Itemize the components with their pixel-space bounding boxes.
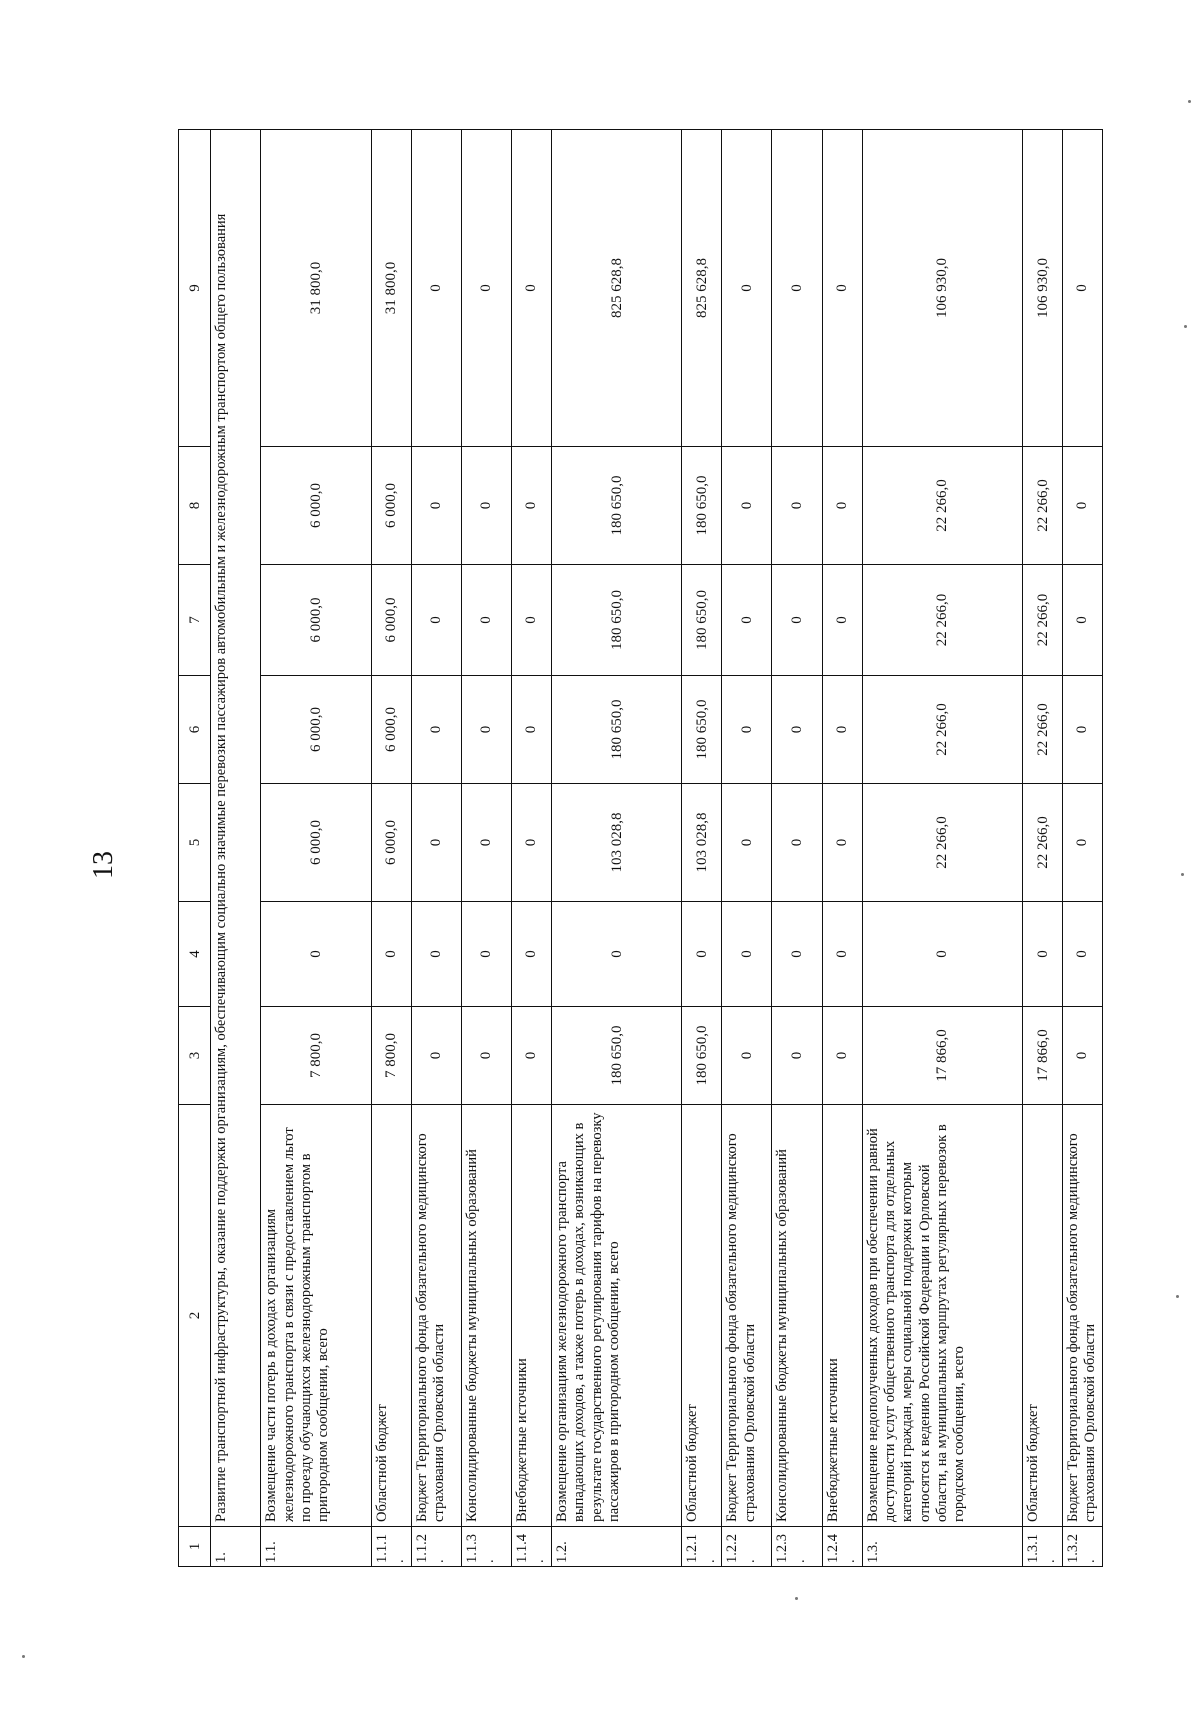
value-cell: 17 866,0 bbox=[1023, 1007, 1063, 1105]
value-cell: 0 bbox=[461, 447, 511, 565]
value-cell: 0 bbox=[1062, 565, 1102, 676]
value-cell: 0 bbox=[511, 447, 551, 565]
row-code: 1.2.1. bbox=[682, 1527, 722, 1567]
column-header: 2 bbox=[179, 1105, 211, 1527]
value-cell: 0 bbox=[772, 447, 822, 565]
value-cell: 22 266,0 bbox=[1023, 676, 1063, 784]
value-cell: 0 bbox=[772, 676, 822, 784]
value-cell: 825 628,8 bbox=[551, 130, 681, 447]
table-row bbox=[722, 130, 772, 1567]
row-name: Внебюджетные источники bbox=[822, 1105, 862, 1527]
value-cell: 22 266,0 bbox=[862, 784, 1023, 902]
value-cell: 0 bbox=[722, 565, 772, 676]
value-cell: 0 bbox=[411, 447, 461, 565]
value-cell: 6 000,0 bbox=[261, 676, 371, 784]
value-cell: 0 bbox=[1023, 902, 1063, 1007]
value-cell: 0 bbox=[411, 676, 461, 784]
value-cell: 0 bbox=[261, 902, 371, 1007]
row-code: 1.1.1. bbox=[371, 1527, 411, 1567]
table-row bbox=[1023, 130, 1063, 1567]
value-cell: 0 bbox=[682, 902, 722, 1007]
value-cell: 0 bbox=[822, 447, 862, 565]
page-number: 13 bbox=[88, 851, 119, 879]
value-cell: 0 bbox=[822, 1007, 862, 1105]
column-header: 7 bbox=[179, 565, 211, 676]
value-cell: 31 800,0 bbox=[371, 130, 411, 447]
value-cell: 0 bbox=[722, 447, 772, 565]
value-cell: 180 650,0 bbox=[682, 676, 722, 784]
budget-table bbox=[178, 129, 1103, 1567]
column-header: 5 bbox=[179, 784, 211, 902]
column-header: 9 bbox=[179, 130, 211, 447]
row-name: Внебюджетные источники bbox=[511, 1105, 551, 1527]
value-cell: 0 bbox=[722, 130, 772, 447]
value-cell: 22 266,0 bbox=[1023, 784, 1063, 902]
value-cell: 0 bbox=[822, 784, 862, 902]
value-cell: 31 800,0 bbox=[261, 130, 371, 447]
value-cell: 22 266,0 bbox=[1023, 447, 1063, 565]
value-cell: 6 000,0 bbox=[371, 565, 411, 676]
value-cell: 0 bbox=[1062, 784, 1102, 902]
value-cell: 0 bbox=[461, 565, 511, 676]
scan-speck bbox=[795, 1597, 798, 1600]
value-cell: 0 bbox=[722, 1007, 772, 1105]
row-code: 1.1.4. bbox=[511, 1527, 551, 1567]
value-cell: 106 930,0 bbox=[862, 130, 1023, 447]
value-cell: 0 bbox=[461, 1007, 511, 1105]
value-cell: 180 650,0 bbox=[551, 1007, 681, 1105]
value-cell: 6 000,0 bbox=[371, 784, 411, 902]
table-row bbox=[411, 130, 461, 1567]
scan-speck bbox=[1176, 1295, 1179, 1298]
value-cell: 0 bbox=[722, 784, 772, 902]
row-code: 1.3.1. bbox=[1023, 1527, 1063, 1567]
value-cell: 0 bbox=[722, 902, 772, 1007]
column-header: 3 bbox=[179, 1007, 211, 1105]
value-cell: 180 650,0 bbox=[682, 1007, 722, 1105]
row-name: Консолидированные бюджеты муниципальных образований bbox=[772, 1105, 822, 1527]
table-row bbox=[862, 130, 1023, 1567]
value-cell: 180 650,0 bbox=[551, 447, 681, 565]
section-code: 1. bbox=[211, 1527, 261, 1567]
value-cell: 0 bbox=[411, 130, 461, 447]
header-row bbox=[179, 130, 211, 1567]
row-name: Возмещение недополученных доходов при обеспечении равной доступности услуг общественного транспорта для отдельных категорий граждан, меры социальной поддержки которым относятся к ведению Российской Федерации и Орловской области, на муниципальных маршрутах регулярных перевозок в городском сообщении, всего bbox=[862, 1105, 1023, 1527]
column-header: 1 bbox=[179, 1527, 211, 1567]
table-row bbox=[461, 130, 511, 1567]
row-code: 1.1. bbox=[261, 1527, 371, 1567]
value-cell: 0 bbox=[772, 130, 822, 447]
value-cell: 0 bbox=[1062, 902, 1102, 1007]
value-cell: 0 bbox=[772, 1007, 822, 1105]
row-code: 1.1.3. bbox=[461, 1527, 511, 1567]
section-title: Развитие транспортной инфраструктуры, оказание поддержки организациям, обеспечивающим социально значимые перевозки пассажиров автомобильным и железнодорожным транспортом общего пользования bbox=[211, 130, 261, 1527]
row-name: Консолидированные бюджеты муниципальных образований bbox=[461, 1105, 511, 1527]
scan-speck bbox=[22, 1655, 25, 1658]
row-name: Бюджет Территориального фонда обязательного медицинского страхования Орловской области bbox=[411, 1105, 461, 1527]
row-code: 1.3. bbox=[862, 1527, 1023, 1567]
table-row bbox=[1062, 130, 1102, 1567]
scan-speck bbox=[1184, 325, 1187, 328]
value-cell: 0 bbox=[822, 902, 862, 1007]
value-cell: 0 bbox=[511, 1007, 551, 1105]
value-cell: 6 000,0 bbox=[261, 447, 371, 565]
value-cell: 0 bbox=[1062, 1007, 1102, 1105]
value-cell: 22 266,0 bbox=[862, 447, 1023, 565]
value-cell: 22 266,0 bbox=[862, 565, 1023, 676]
value-cell: 0 bbox=[461, 676, 511, 784]
row-name: Областной бюджет bbox=[682, 1105, 722, 1527]
value-cell: 0 bbox=[511, 676, 551, 784]
value-cell: 103 028,8 bbox=[682, 784, 722, 902]
rotated-table-wrapper bbox=[178, 130, 1103, 1567]
value-cell: 6 000,0 bbox=[371, 447, 411, 565]
row-code: 1.1.2. bbox=[411, 1527, 461, 1567]
value-cell: 6 000,0 bbox=[261, 784, 371, 902]
row-code: 1.2. bbox=[551, 1527, 681, 1567]
table-row bbox=[551, 130, 681, 1567]
value-cell: 103 028,8 bbox=[551, 784, 681, 902]
row-name: Возмещение части потерь в доходах организациям железнодорожного транспорта в связи с предоставлением льгот по проезду обучающихся железнодорожным транспортом в пригородном сообщении, всего bbox=[261, 1105, 371, 1527]
value-cell: 22 266,0 bbox=[1023, 565, 1063, 676]
value-cell: 0 bbox=[511, 784, 551, 902]
value-cell: 17 866,0 bbox=[862, 1007, 1023, 1105]
row-code: 1.2.4. bbox=[822, 1527, 862, 1567]
row-name: Областной бюджет bbox=[371, 1105, 411, 1527]
value-cell: 0 bbox=[371, 902, 411, 1007]
value-cell: 0 bbox=[772, 902, 822, 1007]
value-cell: 0 bbox=[822, 676, 862, 784]
value-cell: 0 bbox=[461, 902, 511, 1007]
section-row bbox=[211, 130, 261, 1567]
column-header: 6 bbox=[179, 676, 211, 784]
value-cell: 0 bbox=[411, 565, 461, 676]
row-code: 1.3.2. bbox=[1062, 1527, 1102, 1567]
value-cell: 825 628,8 bbox=[682, 130, 722, 447]
value-cell: 0 bbox=[511, 902, 551, 1007]
row-name: Бюджет Территориального фонда обязательного медицинского страхования Орловской области bbox=[1062, 1105, 1102, 1527]
value-cell: 0 bbox=[722, 676, 772, 784]
row-code: 1.2.3. bbox=[772, 1527, 822, 1567]
value-cell: 0 bbox=[511, 565, 551, 676]
value-cell: 0 bbox=[411, 1007, 461, 1105]
table-row bbox=[682, 130, 722, 1567]
table-row bbox=[371, 130, 411, 1567]
value-cell: 6 000,0 bbox=[261, 565, 371, 676]
row-name: Возмещение организациям железнодорожного транспорта выпадающих доходов, а также потерь в доходах, возникающих в результате государственного регулирования тарифов на перевозку пассажиров в пригородном сообщении, всего bbox=[551, 1105, 681, 1527]
value-cell: 0 bbox=[862, 902, 1023, 1007]
value-cell: 180 650,0 bbox=[682, 565, 722, 676]
value-cell: 0 bbox=[551, 902, 681, 1007]
table-row bbox=[822, 130, 862, 1567]
value-cell: 0 bbox=[772, 784, 822, 902]
value-cell: 0 bbox=[461, 130, 511, 447]
value-cell: 0 bbox=[411, 784, 461, 902]
value-cell: 7 800,0 bbox=[371, 1007, 411, 1105]
row-code: 1.2.2. bbox=[722, 1527, 772, 1567]
value-cell: 180 650,0 bbox=[551, 676, 681, 784]
value-cell: 7 800,0 bbox=[261, 1007, 371, 1105]
row-name: Областной бюджет bbox=[1023, 1105, 1063, 1527]
value-cell: 106 930,0 bbox=[1023, 130, 1063, 447]
value-cell: 0 bbox=[511, 130, 551, 447]
value-cell: 180 650,0 bbox=[551, 565, 681, 676]
value-cell: 0 bbox=[822, 565, 862, 676]
column-header: 4 bbox=[179, 902, 211, 1007]
row-name: Бюджет Территориального фонда обязательного медицинского страхования Орловской области bbox=[722, 1105, 772, 1527]
value-cell: 180 650,0 bbox=[682, 447, 722, 565]
value-cell: 0 bbox=[411, 902, 461, 1007]
value-cell: 0 bbox=[822, 130, 862, 447]
scan-speck bbox=[1188, 100, 1191, 103]
value-cell: 22 266,0 bbox=[862, 676, 1023, 784]
column-header: 8 bbox=[179, 447, 211, 565]
value-cell: 0 bbox=[1062, 130, 1102, 447]
value-cell: 0 bbox=[1062, 447, 1102, 565]
value-cell: 0 bbox=[772, 565, 822, 676]
table-row bbox=[261, 130, 371, 1567]
scan-speck bbox=[1181, 873, 1184, 876]
table-row bbox=[772, 130, 822, 1567]
table-row bbox=[511, 130, 551, 1567]
value-cell: 0 bbox=[461, 784, 511, 902]
value-cell: 0 bbox=[1062, 676, 1102, 784]
value-cell: 6 000,0 bbox=[371, 676, 411, 784]
